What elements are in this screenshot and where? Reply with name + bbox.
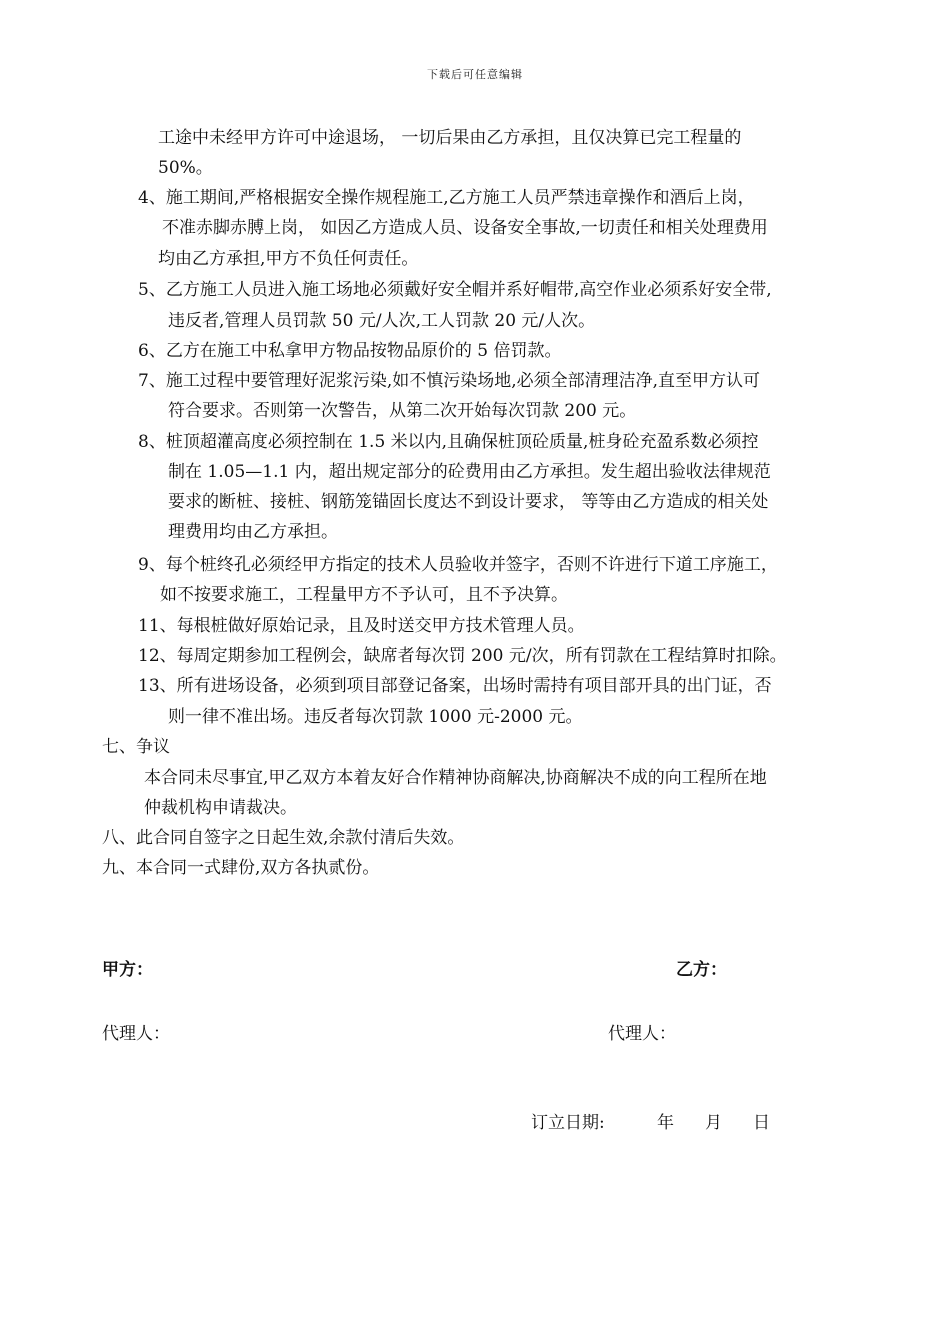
date-label: 订立日期: <box>531 1113 605 1133</box>
clause-4: 4、施工期间,严格根据安全操作规程施工,乙方施工人员严禁违章操作和酒后上岗， <box>138 188 755 208</box>
clause-6: 6、乙方在施工中私拿甲方物品按物品原价的 5 倍罚款。 <box>138 341 562 361</box>
clause-7: 7、施工过程中要管理好泥浆污染,如不慎污染场地,必须全部清理洁净,直至甲方认可 <box>138 371 761 391</box>
section-7-heading: 七、争议 <box>102 737 170 757</box>
body-line: 均由乙方承担,甲方不负任何责任。 <box>158 249 419 269</box>
clause-13: 13、所有进场设备，必须到项目部登记备案，出场时需持有项目部开具的出门证，否 <box>138 676 772 696</box>
body-line: 理费用均由乙方承担。 <box>168 522 338 542</box>
section-8-heading: 八、此合同自签字之日起生效,余款付清后失效。 <box>102 828 465 848</box>
body-line: 本合同未尽事宜,甲乙双方本着友好合作精神协商解决,协商解决不成的向工程所在地 <box>144 768 767 788</box>
body-line: 则一律不准出场。违反者每次罚款 1000 元-2000 元。 <box>168 707 583 727</box>
clause-12: 12、每周定期参加工程例会，缺席者每次罚 200 元/次，所有罚款在工程结算时扣除。 <box>138 646 787 666</box>
body-line: 50%。 <box>158 158 213 178</box>
body-line: 如不按要求施工，工程量甲方不予认可，且不予决算。 <box>160 585 568 605</box>
section-9-heading: 九、本合同一式肆份,双方各执贰份。 <box>102 858 380 878</box>
clause-11: 11、每根桩做好原始记录，且及时送交甲方技术管理人员。 <box>138 616 585 636</box>
body-line: 制在 1.05—1.1 内，超出规定部分的砼费用由乙方承担。发生超出验收法律规范 <box>168 462 771 482</box>
agent-b-label: 代理人： <box>608 1024 676 1044</box>
agent-a-label: 代理人： <box>102 1024 170 1044</box>
party-a-label: 甲方： <box>102 960 153 980</box>
header-note: 下载后可任意编辑 <box>427 68 523 81</box>
day-label: 日 <box>753 1113 770 1133</box>
body-line: 工途中未经甲方许可中途退场， 一切后果由乙方承担，且仅决算已完工程量的 <box>158 128 742 148</box>
party-b-label: 乙方： <box>676 960 727 980</box>
body-line: 符合要求。否则第一次警告，从第二次开始每次罚款 200 元。 <box>168 401 637 421</box>
body-line: 违反者,管理人员罚款 50 元/人次,工人罚款 20 元/人次。 <box>168 311 596 331</box>
body-line: 不准赤脚赤膊上岗， 如因乙方造成人员、设备安全事故,一切责任和相关处理费用 <box>162 218 768 238</box>
body-line: 仲裁机构申请裁决。 <box>144 798 297 818</box>
year-label: 年 <box>657 1113 674 1133</box>
clause-9: 9、每个桩终孔必须经甲方指定的技术人员验收并签字，否则不许进行下道工序施工， <box>138 555 778 575</box>
month-label: 月 <box>705 1113 722 1133</box>
body-line: 要求的断桩、接桩、钢筋笼锚固长度达不到设计要求， 等等由乙方造成的相关处 <box>168 492 769 512</box>
clause-8: 8、桩顶超灌高度必须控制在 1.5 米以内,且确保桩顶砼质量,桩身砼充盈系数必须控 <box>138 432 759 452</box>
clause-5: 5、乙方施工人员进入施工场地必须戴好安全帽并系好帽带,高空作业必须系好安全带, <box>138 280 772 300</box>
